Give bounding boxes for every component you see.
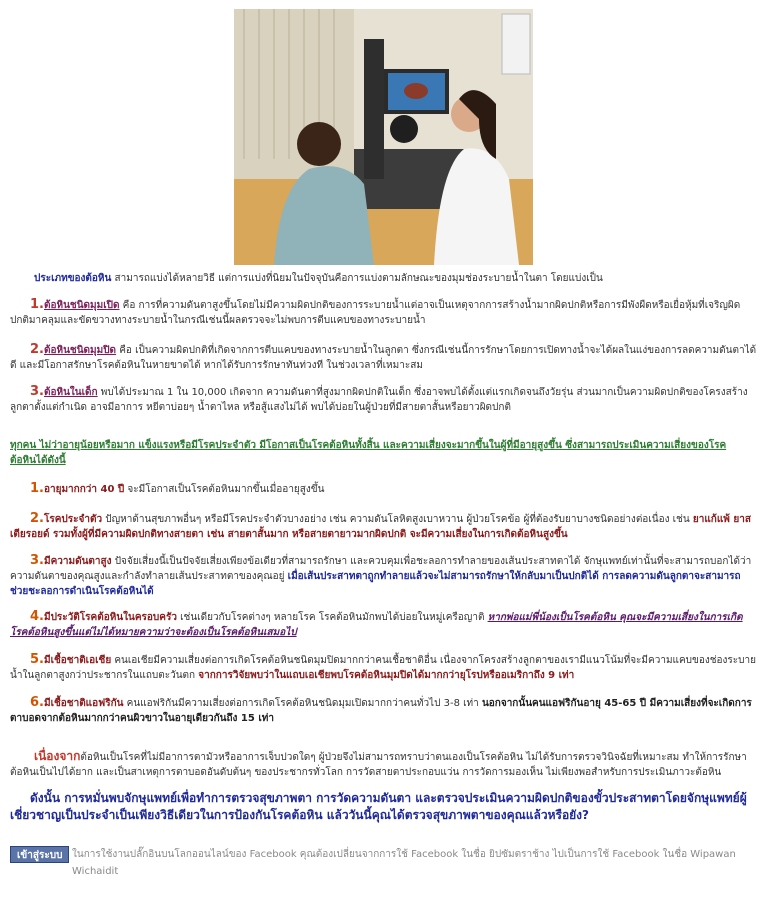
conclusion	[10, 749, 758, 780]
risk-emphasis: นอกจากนั้นคนแอฟริกันอายุ 45-65 ปี มีความเสี่ยงที่จะเกิดการตาบอดจากต้อหินมากกว่าคนผิวขาวในอายุเดียวกันถึง 15 เท่า	[10, 698, 752, 724]
call-to-action: ดังนั้น การหมั่นพบจักษุแพทย์เพื่อทำการตรวจสุขภาพตา การวัดความดันตา และตรวจประเมินความผิดปกติของขั้วประสาทตาโดยจักษุแพทย์ผู้เชี่ยวชาญเป็นประจำเป็นเพียงวิธีเดียวในการป้องกันโรคต้อหิน แล้ววันนี้คุณได้ตรวจสุขภาพตาของคุณแล้วหรือยัง?	[10, 791, 747, 822]
risk-title: มีเชื้อชาติเอเชีย	[43, 655, 112, 666]
types-intro-text: สามารถแบ่งได้หลายวิธี แต่การแบ่งที่นิยมในปัจจุบันคือการแบ่งตามลักษณะของมุมช่องระบายน้ำในตา โดยแบ่งเป็น	[111, 273, 603, 284]
risk-heading: ทุกคน ไม่ว่าอายุน้อยหรือมาก แข็งแรงหรือมีโรคประจำตัว มีโอกาสเป็นโรคต้อหินทั้งสิ้น และความเสี่ยงจะมากขึ้นในผู้ที่มีอายุสูงขึ้น ซึ่งสามารถประเมินความเสี่ยงของโรคต้อหินได้ดังนี้	[10, 440, 727, 466]
type-item-2	[10, 342, 758, 373]
conclusion-lead: เนื่องจาก	[34, 749, 81, 763]
risk-item-3	[10, 553, 758, 599]
eye-exam-photo	[234, 9, 533, 265]
types-heading: ประเภทของต้อหิน	[34, 273, 112, 284]
risk-emphasis: ยาแก้แพ้ ยาสเตียรอยด์ รวมทั้งผู้ที่มีความผิดปกติทางสายตา เช่น สายตาสั้นมาก หรือสายตายาวมากผิดปกติ จะมีความเสี่ยงในการเกิดต้อหินสูงขึ้น	[10, 514, 751, 540]
risk-emphasis: จากการวิจัยพบว่าในแถบเอเชียพบโรคต้อหินมุมปิดได้มากกว่ายุโรปหรืออเมริกาถึง 9 เท่า	[198, 670, 575, 681]
risk-item-1	[10, 481, 758, 497]
risk-title: มีประวัติโรคต้อหินในครอบครัว	[43, 612, 177, 623]
type-item-3	[10, 384, 758, 415]
risk-title: มีเชื้อชาติแอฟริกัน	[43, 698, 124, 709]
risk-item-5	[10, 652, 758, 683]
types-intro	[34, 271, 754, 286]
facebook-plugin-note: ในการใช้งานปลั๊กอินบนโลกออนไลน์ของ Facebook คุณต้องเปลี่ยนจากการใช้ Facebook ในชื่อ ยิปซัมตราช้าง ไปเป็นการใช้ Facebook ในชื่อ Wipawan Wichaidit	[72, 849, 736, 877]
type-text: คือ การที่ความดันตาสูงขึ้นโดยไม่มีความผิดปกติของการระบายน้ำแต่อาจเป็นเหตุจากการสร้างน้ำมากผิดปกติหรือการมีพังผืดหรือเยื่อหุ้มที่เจริญผิดปกติมาคลุมและขัดขวางทางระบายน้ำในกรณีเช่นนี้ผลตรวจจะไม่พบการตีบแคบของทางระบายน้ำ	[10, 300, 741, 326]
type-text: พบได้ประมาณ 1 ใน 10,000 เกิดจาก ความดันตาที่สูงมากผิดปกติในเด็ก ซึ่งอาจพบได้ตั้งแต่แรกเกิดจนถึงวัยรุ่น ส่วนมากเป็นความผิดปกติของโครงสร้างลูกตาตั้งแต่กำเนิด อาจมีอาการ หยีตาบ่อยๆ น้ำตาไหล หรือสู้แสงไม่ได้ พบได้บ่อยในผู้ป่วยที่มีสายตาสั้นหรือยาวผิดปกติ	[10, 387, 748, 413]
risk-emphasis: หากพ่อแม่พี่น้องเป็นโรคต้อหิน คุณจะมีความเสี่ยงในการเกิดโรคต้อหินสูงขึ้นแต่ไม่ได้หมายความว่าจะต้องเป็นโรคต้อหินเสมอไป	[10, 612, 743, 638]
type-title[interactable]: ต้อหินชนิดมุมปิด	[43, 345, 117, 356]
risk-number: 2.	[30, 511, 44, 526]
eye-exam-illustration	[234, 9, 533, 265]
risk-number: 6.	[30, 695, 44, 710]
risk-title: อายุมากกว่า 40 ปี	[43, 484, 125, 495]
risk-text: ปัจจัยเสี่ยงนี้เป็นปัจจัยเสี่ยงเพียงข้อเดียวที่สามารถรักษา และควบคุมเพื่อชะลอการทำลายของเส้นประสาทตาได้ จักษุแพทย์เท่านั้นที่จะสามารถบอกได้ว่าความดันตาของคุณสูงและกำลังทำลายเส้นประสาทตาของคุณอยู่	[10, 556, 752, 582]
type-number: 1.	[30, 297, 44, 312]
risk-number: 1.	[30, 481, 44, 496]
risk-number: 4.	[30, 609, 44, 624]
risk-text: คนเอเชียมีความเสี่ยงต่อการเกิดโรคต้อหินชนิดมุมปิดมากกว่าคนเชื้อชาติอื่น เนื่องจากโครงสร้างลูกตาของเรามีแนวโน้มที่จะมีความแคบของช่องระบายน้ำในลูกตาสูงกว่าประชากรในแถบตะวันตก	[10, 655, 756, 681]
type-item-1	[10, 297, 758, 328]
type-text: คือ เป็นความผิดปกติที่เกิดจากการตีบแคบของทางระบายน้ำในลูกตา ซึ่งกรณีเช่นนี้การรักษาโดยการเปิดทางน้ำจะได้ผลในแง่ของการลดความดันตาได้ดี และมีโอกาสรักษาโรคต้อหินในหายขาดได้ หากได้รับการรักษาทันท่วงที ในช่วงเวลาที่เหมาะสม	[10, 345, 757, 371]
risk-item-4	[10, 609, 758, 640]
risk-number: 5.	[30, 652, 44, 667]
type-title[interactable]: ต้อหินชนิดมุมเปิด	[43, 300, 120, 311]
risk-item-2	[10, 511, 758, 542]
risk-text: คนแอฟริกันมีความเสี่ยงต่อการเกิดโรคต้อหินชนิดมุมเปิดมากกว่าคนทั่วไป 3-8 เท่า	[123, 698, 482, 709]
risk-title: โรคประจำตัว	[43, 514, 103, 525]
facebook-login-button[interactable]: เข้าสู่ระบบ	[10, 846, 69, 863]
risk-number: 3.	[30, 553, 44, 568]
type-number: 3.	[30, 384, 44, 399]
type-title[interactable]: ต้อหินในเด็ก	[43, 387, 98, 398]
risk-title: มีความดันตาสูง	[43, 556, 112, 567]
risk-text: ปัญหาด้านสุขภาพอื่นๆ หรือมีโรคประจำตัวบางอย่าง เช่น ความดันโลหิตสูงเบาหวาน ผู้ป่วยโรคข้อ ผู้ที่ต้องรับยาบางชนิดอย่างต่อเนื่อง เช่น	[102, 514, 693, 525]
type-number: 2.	[30, 342, 44, 357]
conclusion-text: ต้อหินเป็นโรคที่ไม่มีอาการตามัวหรืออาการเจ็บปวดใดๆ ผู้ป่วยจึงไม่สามารถทราบว่าตนเองเป็นโรคต้อหิน ไม่ได้รับการตรวจวินิจฉัยที่เหมาะสม ทำให้การรักษาต้อหินเป็นไปได้ยาก และเป็นสาเหตุการตาบอดอันดับต้นๆ ของประชากรทั่วโลก การวัดสายตาประกอบแว่น การวัดการมองเห็น ไม่เพียงพอสำหรับการประเมินภาวะต้อหิน	[10, 752, 747, 778]
risk-text: เช่นเดียวกับโรคต่างๆ หลายโรค โรคต้อหินมักพบได้บ่อยในหมู่เครือญาติ	[176, 612, 488, 623]
risk-item-6	[10, 695, 758, 726]
risk-emphasis: เมื่อเส้นประสาทตาถูกทำลายแล้วจะไม่สามารถรักษาให้กลับมาเป็นปกติได้ การลดความดันลูกตาจะสามารถช่วยชะลอการดำเนินโรคต้อหินได้	[10, 571, 741, 597]
risk-text: จะมีโอกาสเป็นโรคต้อหินมากขึ้นเมื่ออายุสูงขึ้น	[124, 484, 325, 495]
